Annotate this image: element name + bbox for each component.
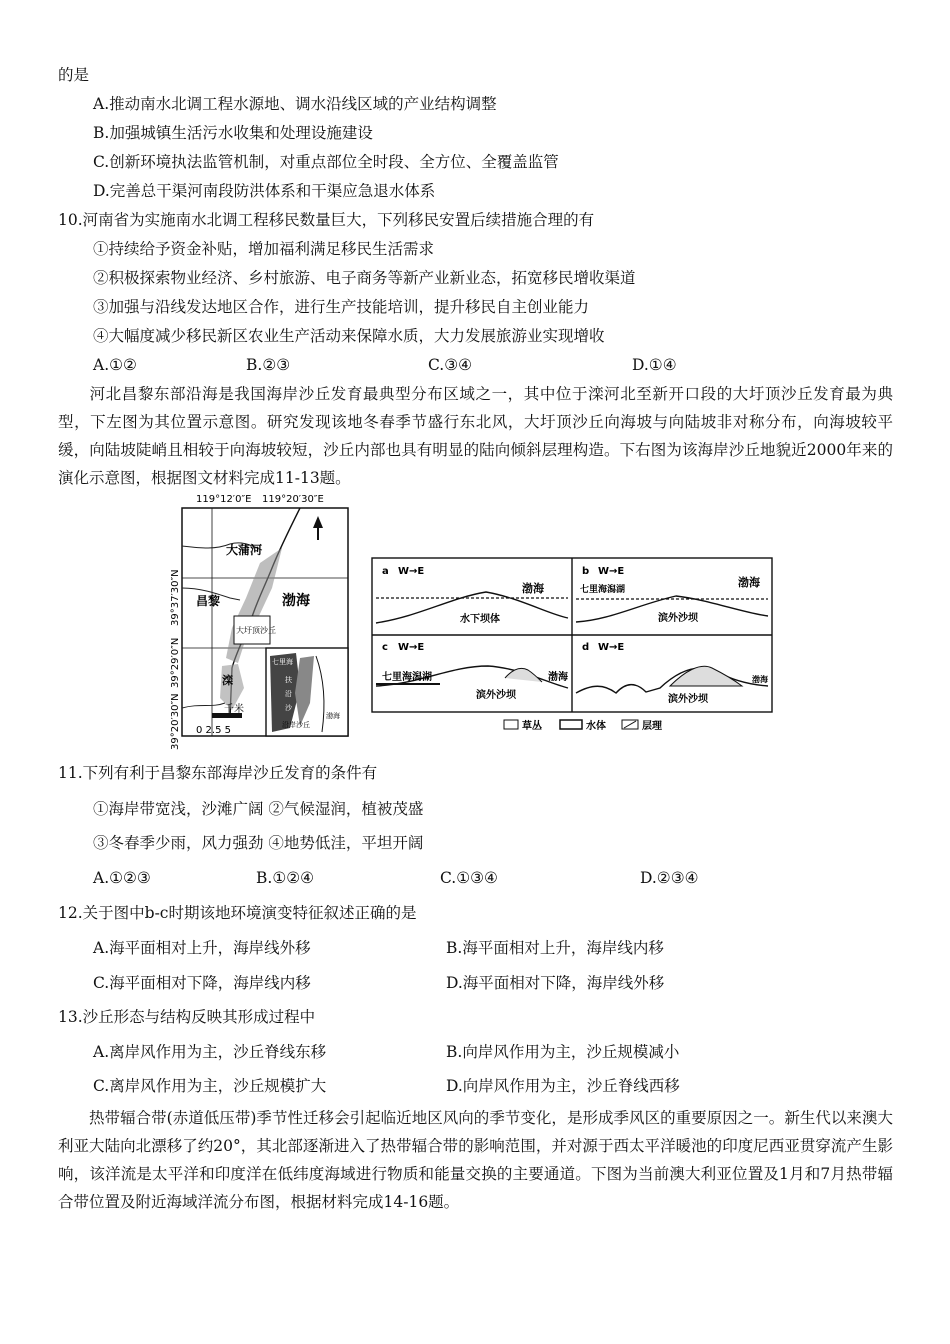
inset-label-3: 沙: [285, 704, 292, 712]
scale-unit: 千米: [224, 704, 244, 715]
legend-bedding: 层理: [642, 721, 662, 732]
scale-numbers: 0 2.5 5: [196, 725, 231, 736]
q11-stem: 11.下列有利于昌黎东部海岸沙丘发育的条件有: [58, 764, 378, 782]
panel-c-body: 滨外沙坝: [476, 690, 516, 701]
panel-a-tag: a: [382, 566, 389, 577]
q9-option-c: C.创新环境执法监管机制，对重点部位全时段、全方位、全覆盖监管: [93, 153, 559, 171]
panel-b-sea: 渤海: [738, 576, 760, 589]
legend-water: 水体: [586, 721, 606, 732]
q10-choice-a: A.①②: [93, 356, 137, 374]
q11-choice-a: A.①②③: [93, 869, 151, 887]
panel-c-lagoon: 七里海潟湖: [382, 672, 432, 683]
figure-area: [0, 488, 950, 758]
lon-label-1: 119°12′0″E: [196, 494, 252, 505]
q11-choice-b: B.①②④: [256, 869, 315, 887]
panel-a-sea: 渤海: [522, 582, 544, 595]
panel-b-tag: b: [582, 566, 590, 577]
q9-option-b: B.加强城镇生活污水收集和处理设施建设: [93, 124, 373, 142]
legend: [504, 719, 663, 732]
inset-label-bohai: 渤海: [326, 712, 340, 720]
label-dapuhe: 大蒲河: [226, 543, 263, 557]
q10-stem: 10.河南省为实施南水北调工程移民数量巨大，下列移民安置后续措施合理的有: [58, 211, 595, 229]
evolution-diagram: [372, 558, 772, 732]
q11-choice-d: D.②③④: [640, 869, 699, 887]
q12-choice-a: A.海平面相对上升，海岸线外移: [93, 939, 311, 957]
panel-c-dir: W→E: [398, 642, 425, 653]
q10-choice-b: B.②③: [246, 356, 291, 374]
q13-choice-d: D.向岸风作用为主，沙丘脊线西移: [446, 1077, 680, 1095]
q9-option-d: D.完善总干渠河南段防洪体系和干渠应急退水体系: [93, 182, 436, 200]
q12-choice-c: C.海平面相对下降，海岸线内移: [93, 974, 311, 992]
panel-c-tag: c: [382, 642, 388, 653]
q10-item-1: ①持续给予资金补贴，增加福利满足移民生活需求: [93, 240, 435, 258]
inset-label-coastal-dune: 沿岸沙丘: [282, 721, 310, 729]
panel-d-tag: d: [582, 642, 590, 653]
inset-map: [266, 648, 348, 736]
panel-b-body: 滨外沙坝: [658, 613, 698, 624]
lat-label-1: 39°37′30″N: [170, 569, 181, 626]
q13-choice-a: A.离岸风作用为主，沙丘脊线东移: [93, 1043, 327, 1061]
panel-b-dir: W→E: [598, 566, 625, 577]
lon-label-2: 119°20′30″E: [262, 494, 324, 505]
panel-a-body: 水下坝体: [460, 614, 500, 625]
label-changli: 昌黎: [196, 594, 221, 608]
label-luan: 滦: [222, 674, 233, 687]
panel-a-dir: W→E: [398, 566, 425, 577]
panel-c-sea: 渤海: [548, 672, 568, 683]
q10-item-3: ③加强与沿线发达地区合作，进行生产技能培训，提升移民自主创业能力: [93, 298, 590, 316]
label-dune: 大圩顶沙丘: [236, 626, 276, 635]
q9-option-a: A.推动南水北调工程水源地、调水沿线区域的产业结构调整: [93, 95, 497, 113]
lat-label-3: 39°20′30″N: [170, 693, 181, 750]
q13-choice-b: B.向岸风作用为主，沙丘规模减小: [446, 1043, 680, 1061]
q10-item-2: ②积极探索物业经济、乡村旅游、电子商务等新产业新业态，拓宽移民增收渠道: [93, 269, 636, 287]
q12-stem: 12.关于图中b-c时期该地环境演变特征叙述正确的是: [58, 904, 417, 922]
panel-d-body: 滨外沙坝: [668, 694, 708, 705]
inset-label-2: 沿: [285, 690, 292, 698]
inset-label-1: 扶: [285, 676, 292, 684]
passage-11-13: 河北昌黎东部沿海是我国海岸沙丘发育最典型分布区域之一，其中位于滦河北至新开口段的大圩顶沙丘发育最为典型，下左图为其位置示意图。研究发现该地冬春季节盛行东北风，大圩顶沙丘向海坡与向陆坡非对称分布，向海坡较平缓，向陆坡陡峭且相较于向海坡较短，沙丘内部也具有明显的陆向倾斜层理构造。下右图为该海岸沙丘地貌近2000年来的演化示意图，根据图文材料完成11-13题。: [58, 385, 893, 487]
passage-14-16: 热带辐合带(赤道低压带)季节性迁移会引起临近地区风向的季节变化，是形成季风区的重要原因之一。新生代以来澳大利亚大陆向北漂移了约20°，其北部逐渐进入了热带辐合带的影响范围，并对源于西太平洋暖池的印度尼西亚贯穿流产生影响，该洋流是太平洋和印度洋在低纬度海域进行物质和能量交换的主要通道。下图为当前澳大利亚位置及1月和7月热带辐合带位置及附近海域洋流分布图，根据材料完成14-16题。: [58, 1109, 893, 1211]
q13-stem: 13.沙丘形态与结构反映其形成过程中: [58, 1008, 316, 1026]
q12-choice-b: B.海平面相对上升，海岸线内移: [446, 939, 664, 957]
q11-choice-c: C.①③④: [440, 869, 498, 887]
panel-b-lagoon: 七里海潟湖: [580, 585, 626, 595]
label-bohai: 渤海: [282, 593, 310, 609]
q11-items-1: ①海岸带宽浅，沙滩广阔 ②气候湿润，植被茂盛: [93, 800, 424, 818]
q10-item-4: ④大幅度减少移民新区农业生产活动来保障水质，大力发展旅游业实现增收: [93, 327, 605, 345]
inset-label-qilihai: 七里海: [272, 658, 293, 666]
panel-d-sea: 渤海: [752, 675, 768, 684]
q10-choice-c: C.③④: [428, 356, 473, 374]
q11-items-2: ③冬春季少雨，风力强劲 ④地势低洼，平坦开阔: [93, 834, 424, 852]
legend-grass: 草丛: [522, 721, 542, 732]
q10-choice-d: D.①④: [632, 356, 677, 374]
panel-d-dir: W→E: [598, 642, 625, 653]
q9-stem-tail: 的是: [58, 66, 90, 84]
q13-choice-c: C.离岸风作用为主，沙丘规模扩大: [93, 1077, 327, 1095]
location-map: [170, 494, 348, 750]
q12-choice-d: D.海平面相对下降，海岸线外移: [446, 974, 665, 992]
lat-label-2: 39°29′0″N: [170, 637, 181, 688]
